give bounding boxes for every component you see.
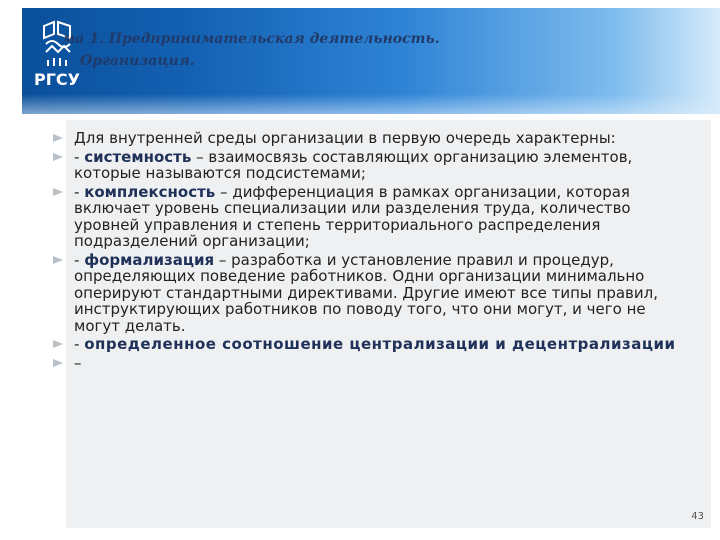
bullet-icon xyxy=(52,358,64,368)
list-item xyxy=(52,336,692,353)
bullet-icon xyxy=(52,255,64,265)
item-term: формализация xyxy=(84,250,215,269)
bullet-list xyxy=(52,130,692,373)
item-prefix: - xyxy=(74,147,85,166)
title-line-2: Организация. xyxy=(80,53,195,69)
bullet-icon xyxy=(52,339,64,349)
item-text: – xyxy=(74,353,82,372)
slide-title xyxy=(62,28,582,72)
title-line-1: ма 1. Предпринимательская деятельность. xyxy=(62,31,440,47)
item-prefix: - xyxy=(74,335,85,353)
item-text: – взаимосвязь составляющих организацию элементов, которые называются подсистемами; xyxy=(74,147,633,182)
item-prefix: - xyxy=(74,250,85,269)
bullet-icon xyxy=(52,133,64,143)
item-term: комплексность xyxy=(84,182,216,201)
list-item xyxy=(52,130,692,147)
item-term: системность xyxy=(84,147,192,166)
bullet-icon xyxy=(52,187,64,197)
list-item xyxy=(52,355,692,372)
item-text: Для внутренней среды организации в первую очередь характерны: xyxy=(74,129,616,147)
list-item xyxy=(52,149,692,182)
logo-text: РГСУ xyxy=(34,70,80,89)
list-item xyxy=(52,252,692,335)
item-text: – дифференциация в рамках организации, которая включает уровень специализации или разделения труда, количество уровней управления и степень территориального распределения подразделений организации; xyxy=(74,182,631,250)
item-prefix: - xyxy=(74,182,85,201)
bullet-icon xyxy=(52,152,64,162)
page-number: 43 xyxy=(691,511,704,522)
list-item xyxy=(52,184,692,250)
item-term: определенное соотношение централизации и децентрализации xyxy=(84,335,676,353)
item-text: – разработка и установление правил и процедур, определяющих поведение работников. Одни организации минимально оперируют стандартными директивами. Другие имеют все типы правил, инструктирующих работников по поводу того, что они могут, и чего не могут делать. xyxy=(74,250,658,335)
